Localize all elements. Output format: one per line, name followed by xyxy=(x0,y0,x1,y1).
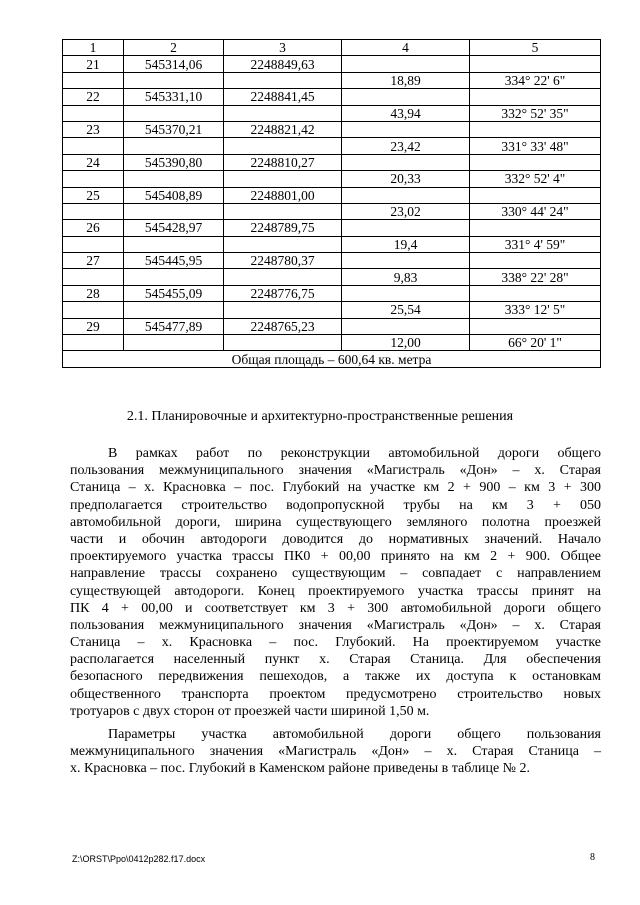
table-row xyxy=(63,56,601,72)
table-cell xyxy=(470,318,601,334)
text-line: Станица – х. Красновка – пос. Глубокий. На проектируемом участке xyxy=(70,635,601,651)
table-cell: 24 xyxy=(63,154,124,170)
text-line: проектируемого участка трассы ПК0 + 00,00 принято на км 2 + 900. Общее xyxy=(70,549,601,565)
table-cell xyxy=(224,236,342,252)
table-cell: 331° 33' 48" xyxy=(470,138,601,154)
table-cell: 2248821,42 xyxy=(224,121,342,137)
page-number: 8 xyxy=(590,852,595,863)
table-cell xyxy=(342,154,470,170)
table-cell: 545370,21 xyxy=(124,121,224,137)
table-row xyxy=(63,302,601,318)
table-header-row xyxy=(63,40,601,56)
header-cell: 1 xyxy=(63,40,124,56)
table-cell xyxy=(342,56,470,72)
table-cell: 29 xyxy=(63,318,124,334)
table-row xyxy=(63,72,601,88)
text-line: В рамках работ по реконструкции автомобильной дороги общего xyxy=(108,446,601,461)
table-cell: 12,00 xyxy=(342,335,470,351)
table-cell: 22 xyxy=(63,89,124,105)
table-cell xyxy=(124,105,224,121)
table-cell: 28 xyxy=(63,285,124,301)
table-cell: 18,89 xyxy=(342,72,470,88)
table-cell xyxy=(470,187,601,203)
header-cell: 5 xyxy=(470,40,601,56)
table-cell: 2248810,27 xyxy=(224,154,342,170)
text-line: общественного транспорта проектом предусмотрено строительство новых xyxy=(70,686,601,702)
table-cell xyxy=(470,89,601,105)
text-line: пользования межмуниципального значения «Магистраль «Дон» – х. Старая xyxy=(70,617,601,633)
table-cell xyxy=(470,56,601,72)
text-line: существующей автодороги. Конец проектируемого участка трассы принят на xyxy=(70,583,601,599)
table-cell: 2248780,37 xyxy=(224,253,342,269)
table-cell: 2248776,75 xyxy=(224,285,342,301)
text-line: Станица – х. Красновка – пос. Глубокий на участке км 2 + 900 – км 3 + 300 xyxy=(70,480,601,496)
header-cell: 4 xyxy=(342,40,470,56)
table-cell: 545445,95 xyxy=(124,253,224,269)
table-cell xyxy=(470,285,601,301)
table-cell: 332° 52' 35" xyxy=(470,105,601,121)
table-cell xyxy=(470,154,601,170)
table-cell: 545314,06 xyxy=(124,56,224,72)
table-row xyxy=(63,89,601,105)
table-row xyxy=(63,253,601,269)
table-cell: 43,94 xyxy=(342,105,470,121)
table-cell xyxy=(470,121,601,137)
table-row xyxy=(63,269,601,285)
table-cell: 25,54 xyxy=(342,302,470,318)
table-cell xyxy=(124,138,224,154)
table-cell: 26 xyxy=(63,220,124,236)
table-cell xyxy=(124,302,224,318)
table-cell xyxy=(342,187,470,203)
table-cell xyxy=(224,302,342,318)
table-cell: 23 xyxy=(63,121,124,137)
table-cell: 23,42 xyxy=(342,138,470,154)
table-cell xyxy=(124,269,224,285)
table-cell xyxy=(63,302,124,318)
table-cell xyxy=(63,203,124,219)
table-cell xyxy=(342,89,470,105)
table-cell: 66° 20' 1" xyxy=(470,335,601,351)
header-cell: 2 xyxy=(124,40,224,56)
text-line: предполагается строительство водопропускной трубы на км 3 + 050 xyxy=(70,497,601,513)
table-cell: 2248801,00 xyxy=(224,187,342,203)
table-row xyxy=(63,154,601,170)
table-cell: 9,83 xyxy=(342,269,470,285)
table-cell: 330° 44' 24" xyxy=(470,203,601,219)
table-cell xyxy=(224,138,342,154)
table-row xyxy=(63,318,601,334)
text-line: безопасного передвижения пешеходов, а также их доступа к остановкам xyxy=(70,669,601,685)
text-line: межмуниципального значения «Магистраль «Дон» – х. Старая Станица – xyxy=(70,744,601,760)
table-cell xyxy=(224,171,342,187)
table-cell xyxy=(63,171,124,187)
table-cell: 21 xyxy=(63,56,124,72)
text-line: тротуаров с двух сторон от проезжей части шириной 1,50 м. xyxy=(70,703,430,719)
table-cell xyxy=(342,121,470,137)
table-row xyxy=(63,171,601,187)
table-cell: 2248841,45 xyxy=(224,89,342,105)
table-cell xyxy=(63,236,124,252)
table-cell: 545477,89 xyxy=(124,318,224,334)
table-cell: 545390,80 xyxy=(124,154,224,170)
text-line: располагается населенный пункт х. Старая Станица. Для обеспечения xyxy=(70,652,601,668)
text-line: автомобильной дороги, ширина существующего земляного полотна проезжей xyxy=(70,514,601,530)
table-cell: 23,02 xyxy=(342,203,470,219)
table-cell xyxy=(63,105,124,121)
paragraph-reconstruction xyxy=(70,445,601,720)
table-cell xyxy=(63,72,124,88)
table-row xyxy=(63,203,601,219)
table-cell: 25 xyxy=(63,187,124,203)
table-row xyxy=(63,236,601,252)
table-cell xyxy=(124,236,224,252)
table-cell: 545331,10 xyxy=(124,89,224,105)
table-cell: 332° 52' 4" xyxy=(470,171,601,187)
table-row xyxy=(63,285,601,301)
table-cell xyxy=(124,335,224,351)
table-cell: 19,4 xyxy=(342,236,470,252)
table-cell: 2248765,23 xyxy=(224,318,342,334)
table-cell xyxy=(470,253,601,269)
table-cell xyxy=(63,269,124,285)
table-cell xyxy=(342,318,470,334)
table-cell: 27 xyxy=(63,253,124,269)
total-area: Общая площадь – 600,64 кв. метра xyxy=(63,351,601,367)
table-cell: 2248789,75 xyxy=(224,220,342,236)
table-body xyxy=(63,56,601,351)
table-cell xyxy=(63,138,124,154)
table-row xyxy=(63,138,601,154)
table-cell: 331° 4' 59" xyxy=(470,236,601,252)
table-cell xyxy=(224,203,342,219)
text-line: ПК 4 + 00,00 и соответствует км 3 + 300 автомобильной дороги общего xyxy=(70,600,601,616)
table-cell: 20,33 xyxy=(342,171,470,187)
table-cell xyxy=(224,335,342,351)
table-row xyxy=(63,121,601,137)
table-cell: 545428,97 xyxy=(124,220,224,236)
table-cell: 545455,09 xyxy=(124,285,224,301)
table-cell xyxy=(224,72,342,88)
text-line: Параметры участка автомобильной дороги общего пользования xyxy=(108,727,601,742)
table-cell: 2248849,63 xyxy=(224,56,342,72)
text-line: направление трассы сохранено существующим – совпадает с направлением xyxy=(70,566,601,582)
footer-file-path: Z:\ORST\Ppo\0412p282.f17.docx xyxy=(72,854,206,864)
table-row xyxy=(63,335,601,351)
table-cell: 334° 22' 6" xyxy=(470,72,601,88)
header-cell: 3 xyxy=(224,40,342,56)
table-total-row xyxy=(63,351,601,367)
table-row xyxy=(63,187,601,203)
table-row xyxy=(63,220,601,236)
table-cell xyxy=(470,220,601,236)
coordinates-table xyxy=(62,39,601,368)
table-cell xyxy=(124,72,224,88)
table-cell xyxy=(342,285,470,301)
table-cell xyxy=(63,335,124,351)
table-cell: 545408,89 xyxy=(124,187,224,203)
table-cell xyxy=(224,269,342,285)
table-cell: 333° 12' 5" xyxy=(470,302,601,318)
text-line: х. Красновка – пос. Глубокий в Каменском районе приведены в таблице № 2. xyxy=(70,761,531,777)
table-cell xyxy=(224,105,342,121)
table-cell xyxy=(124,171,224,187)
text-line: пользования межмуниципального значения «Магистраль «Дон» – х. Старая xyxy=(70,463,601,479)
table-cell: 338° 22' 28" xyxy=(470,269,601,285)
table-cell xyxy=(124,203,224,219)
section-title: 2.1. Планировочные и архитектурно-пространственные решения xyxy=(126,409,514,424)
table-row xyxy=(63,105,601,121)
table-cell xyxy=(342,253,470,269)
text-line: части и обочин автодороги доводится до нормативных значений. Начало xyxy=(70,531,601,547)
table-cell xyxy=(342,220,470,236)
paragraph-parameters xyxy=(70,726,601,778)
